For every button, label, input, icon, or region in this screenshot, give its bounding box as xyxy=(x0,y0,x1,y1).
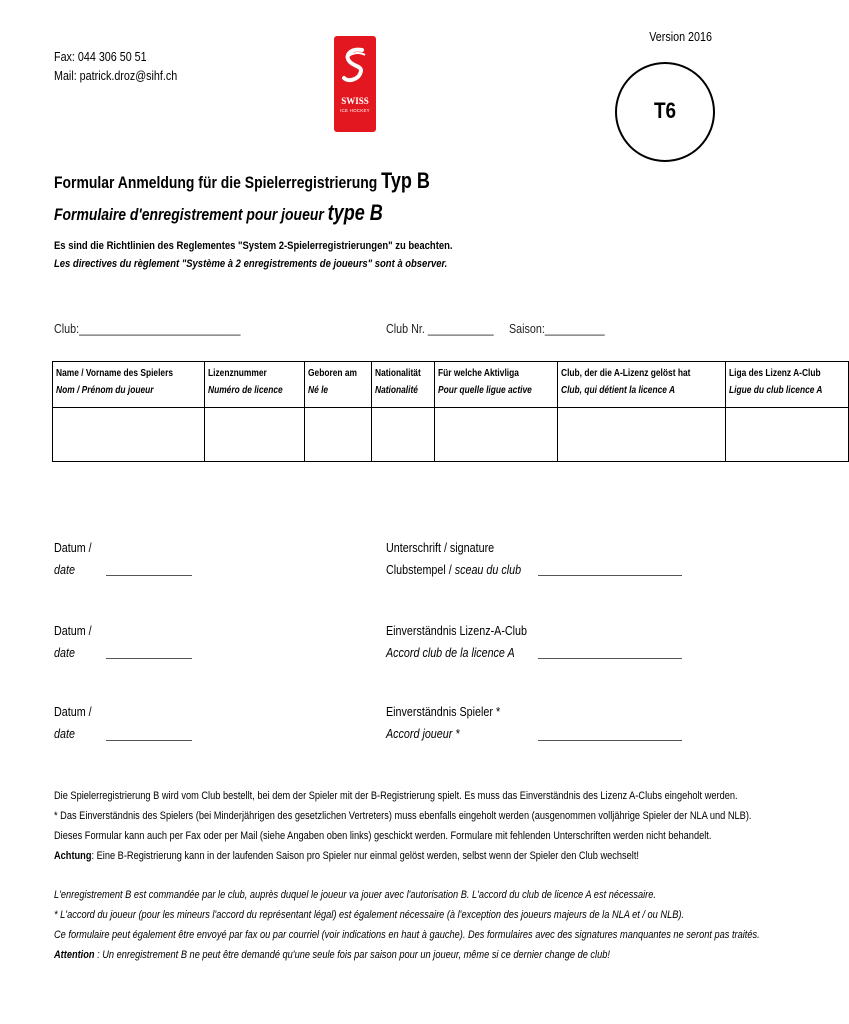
player-name-cell[interactable] xyxy=(53,408,205,462)
consent-club-label-de: Einverständnis Lizenz-A-Club xyxy=(386,624,528,638)
note-fr-4-emphasis: Attention xyxy=(54,949,95,961)
form-badge xyxy=(615,62,715,162)
title-german xyxy=(54,168,430,194)
license-number-cell[interactable] xyxy=(205,408,304,462)
title-french-main: Formulaire d'enregistrement pour joueur xyxy=(54,205,324,224)
table-row xyxy=(53,408,849,462)
signature-label-fr-plain: Clubstempel / xyxy=(386,563,455,577)
column-header xyxy=(53,362,205,408)
logo-text-swiss: SWISS xyxy=(341,96,369,106)
consent-player-label-fr: Accord joueur * xyxy=(386,727,460,741)
column-header-fr: Ligue du club licence A xyxy=(729,384,823,396)
club-field[interactable]: Club:___________________________ xyxy=(54,322,241,336)
signature-input-line[interactable] xyxy=(538,575,682,576)
column-header-de: Liga des Lizenz A-Club xyxy=(729,367,821,379)
consent-club-label-fr: Accord club de la licence A xyxy=(386,646,515,660)
note-de-4 xyxy=(54,850,639,862)
title-french-type: type B xyxy=(327,200,383,225)
instruction-german: Es sind die Richtlinien des Reglementes "System 2-Spielerregistrierungen" zu beachten. xyxy=(54,240,453,252)
club-number-field[interactable]: Club Nr. ___________ xyxy=(386,322,494,336)
note-de-2: * Das Einverständnis des Spielers (bei Minderjährigen des gesetzlichen Vertreters) muss ebenfalls eingeholt werden (ausgenommen volljährige Spieler der NLA und NLB). xyxy=(54,810,752,822)
note-fr-3: Ce formulaire peut également être envoyé par fax ou par courriel (voir indications en haut à gauche). Des formulaires avec des signatures manquantes ne seront pas traités. xyxy=(54,929,760,941)
title-french xyxy=(54,200,383,226)
column-header xyxy=(304,362,371,408)
date-input-line[interactable] xyxy=(106,740,192,741)
column-header-de: Lizenznummer xyxy=(208,367,268,379)
note-fr-1: L'enregistrement B est commandée par le club, auprès duquel le joueur va jouer avec l'autorisation B. L'accord du club de licence A est nécessaire. xyxy=(54,889,656,901)
signature-input-line[interactable] xyxy=(538,740,682,741)
note-de-3: Dieses Formular kann auch per Fax oder per Mail (siehe Angaben oben links) geschickt werden. Formulare mit fehlenden Unterschriften werden nicht behandelt. xyxy=(54,830,712,842)
date-label-fr: date xyxy=(54,646,75,660)
date-label-fr: date xyxy=(54,563,75,577)
column-header xyxy=(371,362,434,408)
birth-date-cell[interactable] xyxy=(304,408,371,462)
column-header-fr: Nationalité xyxy=(374,384,418,396)
signature-label-fr-italic: sceau du club xyxy=(454,563,522,577)
column-header-de: Nationalität xyxy=(374,367,421,379)
license-a-club-cell[interactable] xyxy=(558,408,726,462)
column-header-fr: Club, qui détient la licence A xyxy=(561,384,676,396)
column-header-fr: Pour quelle ligue active xyxy=(438,384,532,396)
column-header-fr: Numéro de licence xyxy=(208,384,283,396)
column-header-de: Name / Vorname des Spielers xyxy=(56,367,174,379)
column-header-de: Für welche Aktivliga xyxy=(438,367,520,379)
note-de-4-emphasis: Achtung xyxy=(54,850,92,862)
date-label-de: Datum / xyxy=(54,705,92,719)
title-german-main: Formular Anmeldung für die Spielerregistrierung xyxy=(54,173,378,192)
date-input-line[interactable] xyxy=(106,658,192,659)
column-header xyxy=(558,362,726,408)
signature-label-fr xyxy=(386,563,521,577)
note-fr-4-text: : Un enregistrement B ne peut être demandé qu'une seule fois par saison pour un joueur, même si ce dernier change de club! xyxy=(94,949,610,961)
logo-text-ice-hockey: ICE HOCKEY xyxy=(340,108,370,113)
signature-input-line[interactable] xyxy=(538,658,682,659)
column-header xyxy=(726,362,849,408)
mail-address: Mail: patrick.droz@sihf.ch xyxy=(54,69,178,83)
version-label: Version 2016 xyxy=(649,30,712,44)
column-header-fr: Né le xyxy=(307,384,328,396)
instruction-french: Les directives du règlement "Système à 2 enregistrements de joueurs" sont à observer. xyxy=(54,258,448,270)
swoosh-icon xyxy=(340,46,370,86)
column-header-fr: Nom / Prénom du joueur xyxy=(56,384,154,396)
column-header xyxy=(205,362,304,408)
title-german-type: Typ B xyxy=(381,168,430,193)
nationality-cell[interactable] xyxy=(371,408,434,462)
swiss-ice-hockey-logo xyxy=(334,36,376,132)
note-de-4-text: : Eine B-Registrierung kann in der laufenden Saison pro Spieler nur einmal gelöst werden, selbst wenn der Spieler den Club wechselt! xyxy=(91,850,640,862)
column-header-de: Club, der die A-Lizenz gelöst hat xyxy=(561,367,691,379)
season-field[interactable]: Saison:__________ xyxy=(509,322,605,336)
form-badge-label: T6 xyxy=(653,98,677,123)
date-input-line[interactable] xyxy=(106,575,192,576)
date-label-fr: date xyxy=(54,727,75,741)
fax-number: Fax: 044 306 50 51 xyxy=(54,50,147,64)
consent-player-label-de: Einverständnis Spieler * xyxy=(386,705,501,719)
column-header-de: Geboren am xyxy=(307,367,357,379)
date-label-de: Datum / xyxy=(54,541,92,555)
date-label-de: Datum / xyxy=(54,624,92,638)
license-a-league-cell[interactable] xyxy=(726,408,849,462)
note-fr-4 xyxy=(54,949,610,961)
table-header-row xyxy=(53,362,849,408)
signature-label-de: Unterschrift / signature xyxy=(386,541,495,555)
note-fr-2: * L'accord du joueur (pour les mineurs l'accord du représentant légal) est également nécessaire (à l'exception des joueurs majeurs de la NLA et / ou NLB). xyxy=(54,909,685,921)
player-table xyxy=(52,361,849,462)
active-league-cell[interactable] xyxy=(435,408,558,462)
note-de-1: Die Spielerregistrierung B wird vom Club bestellt, bei dem der Spieler mit der B-Registrierung spielt. Es muss das Einverständnis des Lizenz A-Clubs eingeholt werden. xyxy=(54,790,738,802)
column-header xyxy=(435,362,558,408)
